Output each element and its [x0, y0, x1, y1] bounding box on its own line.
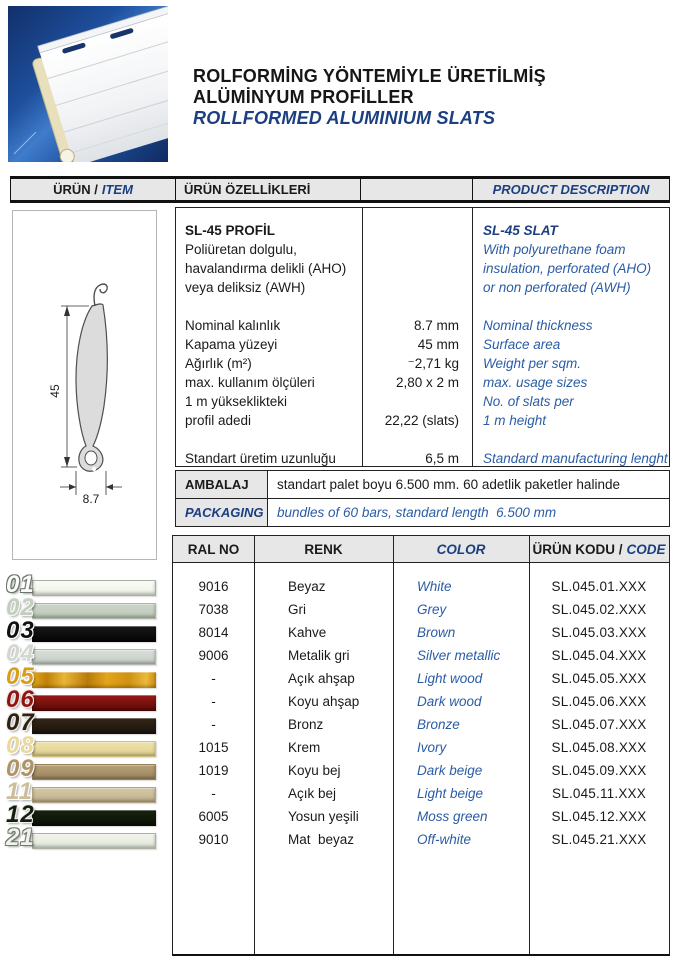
table-divider	[393, 536, 394, 954]
page-title-block	[193, 66, 546, 129]
swatch-bar-21	[32, 833, 156, 849]
swatch-bar-11	[32, 787, 156, 803]
color-table-rows	[173, 563, 669, 851]
cell-product-code: SL.045.04.XXX	[551, 648, 647, 663]
cell-color: Silver metallic	[417, 648, 501, 663]
spec-label-turkish	[185, 297, 362, 316]
cell-renk: Koyu bej	[288, 763, 341, 778]
swatch-number-09: 09	[6, 755, 35, 782]
cell-ral-no: -	[211, 717, 216, 732]
swatch-number-04: 04	[6, 640, 35, 667]
spec-value: 45 mm	[417, 337, 459, 352]
swatch-bar-04	[32, 649, 156, 665]
spec-label-turkish: 1 m yükseklikteki	[185, 394, 288, 409]
title-line1-turkish: ROLFORMİNG YÖNTEMİYLE ÜRETİLMİŞ	[193, 66, 546, 86]
cell-renk: Krem	[288, 740, 321, 755]
swatch-bar-05	[32, 672, 156, 688]
col-header-code-english: CODE	[626, 541, 666, 557]
col-header-renk: RENK	[304, 541, 343, 557]
cell-product-code: SL.045.08.XXX	[551, 740, 647, 755]
cell-ral-no: 9006	[198, 648, 229, 663]
spec-column-turkish	[176, 208, 363, 466]
spec-value	[363, 240, 459, 259]
spec-value: 2,80 x 2 m	[395, 375, 459, 390]
spec-label-turkish	[185, 430, 362, 449]
cell-product-code: SL.045.02.XXX	[551, 602, 647, 617]
spec-label-english: Surface area	[483, 337, 561, 352]
profile-drawing-box	[12, 210, 157, 560]
spec-label-turkish: veya deliksiz (AWH)	[185, 280, 306, 295]
spec-label-english: insulation, perforated (AHO)	[483, 261, 652, 276]
col-header-code-turkish: ÜRÜN KODU /	[532, 541, 623, 557]
title-line2-turkish: ALÜMİNYUM PROFİLLER	[193, 87, 414, 107]
col-header-ral-no: RAL NO	[187, 541, 240, 557]
packaging-row-english	[176, 499, 669, 526]
packaging-text-english: bundles of 60 bars, standard length 6.500 mm	[277, 505, 557, 520]
header-description-english: PRODUCT DESCRIPTION	[492, 182, 650, 197]
slat-photo-illustration	[8, 6, 168, 162]
cell-ral-no: 1019	[198, 763, 229, 778]
swatch-row-21	[6, 824, 166, 853]
cell-product-code: SL.045.09.XXX	[551, 763, 647, 778]
cell-ral-no: -	[211, 694, 216, 709]
spec-label-english	[483, 297, 669, 316]
swatch-bar-08	[32, 741, 156, 757]
spec-label-english	[483, 430, 669, 449]
color-table-row	[173, 667, 669, 690]
cell-ral-no: 9010	[198, 832, 229, 847]
spec-value: 8.7 mm	[413, 318, 459, 333]
swatch-number-06: 06	[6, 686, 35, 713]
color-table-row	[173, 805, 669, 828]
header-cell-empty	[361, 179, 473, 200]
cell-color: Dark wood	[417, 694, 482, 709]
swatch-number-12: 12	[6, 801, 35, 828]
spec-value	[363, 392, 459, 411]
cell-product-code: SL.045.06.XXX	[551, 694, 647, 709]
spec-value: 6,5 m	[425, 451, 459, 466]
swatch-bar-09	[32, 764, 156, 780]
cell-renk: Yosun yeşili	[288, 809, 359, 824]
color-code-table	[172, 535, 670, 956]
spec-column-english	[473, 208, 669, 466]
cell-color: Off-white	[417, 832, 472, 847]
cell-renk: Kahve	[288, 625, 327, 640]
color-table-row	[173, 759, 669, 782]
spec-label-english: max. usage sizes	[483, 375, 588, 390]
header-item-turkish: ÜRÜN /	[53, 182, 98, 197]
product-spec-table	[175, 207, 670, 467]
swatch-bar-01	[32, 580, 156, 596]
color-table-row	[173, 598, 669, 621]
header-features-turkish: ÜRÜN ÖZELLİKLERİ	[184, 182, 311, 197]
spec-value	[363, 221, 459, 240]
packaging-table	[175, 470, 670, 527]
cell-ral-no: 1015	[198, 740, 229, 755]
color-table-row	[173, 713, 669, 736]
spec-label-turkish: havalandırma delikli (AHO)	[185, 261, 347, 276]
cell-renk: Metalik gri	[288, 648, 350, 663]
cell-renk: Bronz	[288, 717, 324, 732]
spec-label-english: 1 m height	[483, 413, 547, 428]
cell-product-code: SL.045.11.XXX	[552, 786, 646, 801]
swatch-number-02: 02	[6, 594, 35, 621]
cell-renk: Açık ahşap	[288, 671, 355, 686]
col-header-color: COLOR	[436, 541, 486, 557]
color-table-row	[173, 621, 669, 644]
spec-label-turkish: max. kullanım ölçüleri	[185, 375, 315, 390]
table-divider	[529, 536, 530, 954]
cell-product-code: SL.045.07.XXX	[551, 717, 647, 732]
swatch-number-21: 21	[6, 824, 35, 851]
header-cell-description	[473, 179, 669, 200]
spec-column-values	[363, 208, 473, 466]
cell-color: Light beige	[417, 786, 484, 801]
cell-color: Dark beige	[417, 763, 483, 778]
title-line3-english: ROLLFORMED ALUMINIUM SLATS	[193, 108, 496, 128]
color-table-row	[173, 690, 669, 713]
cell-product-code: SL.045.12.XXX	[551, 809, 647, 824]
swatch-number-07: 07	[6, 709, 35, 736]
cell-product-code: SL.045.03.XXX	[551, 625, 647, 640]
spec-label-turkish: SL-45 PROFİL	[185, 223, 276, 238]
table-divider	[254, 536, 255, 954]
color-table-row	[173, 736, 669, 759]
color-table-row	[173, 575, 669, 598]
product-photo	[8, 6, 168, 162]
cell-renk: Açık bej	[288, 786, 337, 801]
cell-ral-no: -	[211, 671, 216, 686]
cell-ral-no: 9016	[198, 579, 229, 594]
swatch-bar-03	[32, 626, 156, 642]
dimension-width-label: 8.7	[82, 492, 100, 506]
packaging-label-english: PACKAGING	[176, 499, 268, 526]
header-cell-item	[11, 179, 176, 200]
cell-color: White	[417, 579, 452, 594]
spec-label-turkish: Poliüretan dolgulu,	[185, 242, 297, 257]
swatch-number-11: 11	[6, 778, 33, 805]
dimension-height-label: 45	[48, 384, 62, 398]
spec-label-english: With polyurethane foam	[483, 242, 626, 257]
cell-renk: Gri	[288, 602, 306, 617]
spec-label-english: SL-45 SLAT	[483, 223, 558, 238]
spec-label-turkish: Standart üretim uzunluğu	[185, 451, 336, 466]
header-item-english: ITEM	[101, 182, 133, 197]
spec-value	[363, 259, 459, 278]
packaging-text-turkish: standart palet boyu 6.500 mm. 60 adetlik paketler halinde	[277, 477, 620, 492]
cell-renk: Koyu ahşap	[288, 694, 360, 709]
spec-label-turkish: Ağırlık (m²)	[185, 356, 252, 371]
cell-renk: Mat beyaz	[288, 832, 355, 847]
spec-label-turkish: Nominal kalınlık	[185, 318, 281, 333]
cell-renk: Beyaz	[288, 579, 326, 594]
swatch-bar-07	[32, 718, 156, 734]
spec-value	[363, 278, 459, 297]
cell-color: Bronze	[417, 717, 460, 732]
spec-label-english: Standard manufacturing lenght	[483, 451, 668, 466]
color-table-row	[173, 644, 669, 667]
cell-ral-no: 8014	[198, 625, 229, 640]
cell-ral-no: 6005	[198, 809, 229, 824]
color-table-header	[173, 536, 669, 563]
header-cell-features	[176, 179, 361, 200]
swatch-number-08: 08	[6, 732, 35, 759]
spec-label-english: No. of slats per	[483, 394, 574, 409]
cell-color: Light wood	[417, 671, 483, 686]
swatch-number-05: 05	[6, 663, 35, 690]
spec-label-turkish: profil adedi	[185, 413, 252, 428]
color-table-row	[173, 782, 669, 805]
spec-label-english: Weight per sqm.	[483, 356, 582, 371]
col-header-code	[529, 542, 669, 557]
spec-value: 22,22 (slats)	[384, 413, 459, 428]
cell-ral-no: 7038	[198, 602, 229, 617]
cell-color: Ivory	[417, 740, 447, 755]
cell-color: Moss green	[417, 809, 488, 824]
slat-cross-section-drawing	[13, 211, 156, 559]
cell-product-code: SL.045.01.XXX	[551, 579, 647, 594]
spec-value	[363, 297, 459, 316]
section-header-bar	[10, 176, 670, 203]
spec-label-english: or non perforated (AWH)	[483, 280, 631, 295]
cell-color: Brown	[417, 625, 456, 640]
spec-value: ⁻2,71 kg	[407, 356, 459, 371]
spec-label-turkish: Kapama yüzeyi	[185, 337, 278, 352]
spec-value	[363, 430, 459, 449]
spec-label-english: Nominal thickness	[483, 318, 593, 333]
packaging-row-turkish	[176, 471, 669, 499]
swatch-bar-12	[32, 810, 156, 826]
swatch-number-01: 01	[6, 571, 35, 598]
swatch-bar-06	[32, 695, 156, 711]
packaging-label-turkish: AMBALAJ	[176, 471, 268, 498]
swatch-number-03: 03	[6, 617, 35, 644]
cell-product-code: SL.045.21.XXX	[551, 832, 647, 847]
cell-color: Grey	[417, 602, 447, 617]
color-table-row	[173, 828, 669, 851]
cell-product-code: SL.045.05.XXX	[551, 671, 647, 686]
cell-ral-no: -	[211, 786, 216, 801]
swatch-bar-02	[32, 603, 156, 619]
